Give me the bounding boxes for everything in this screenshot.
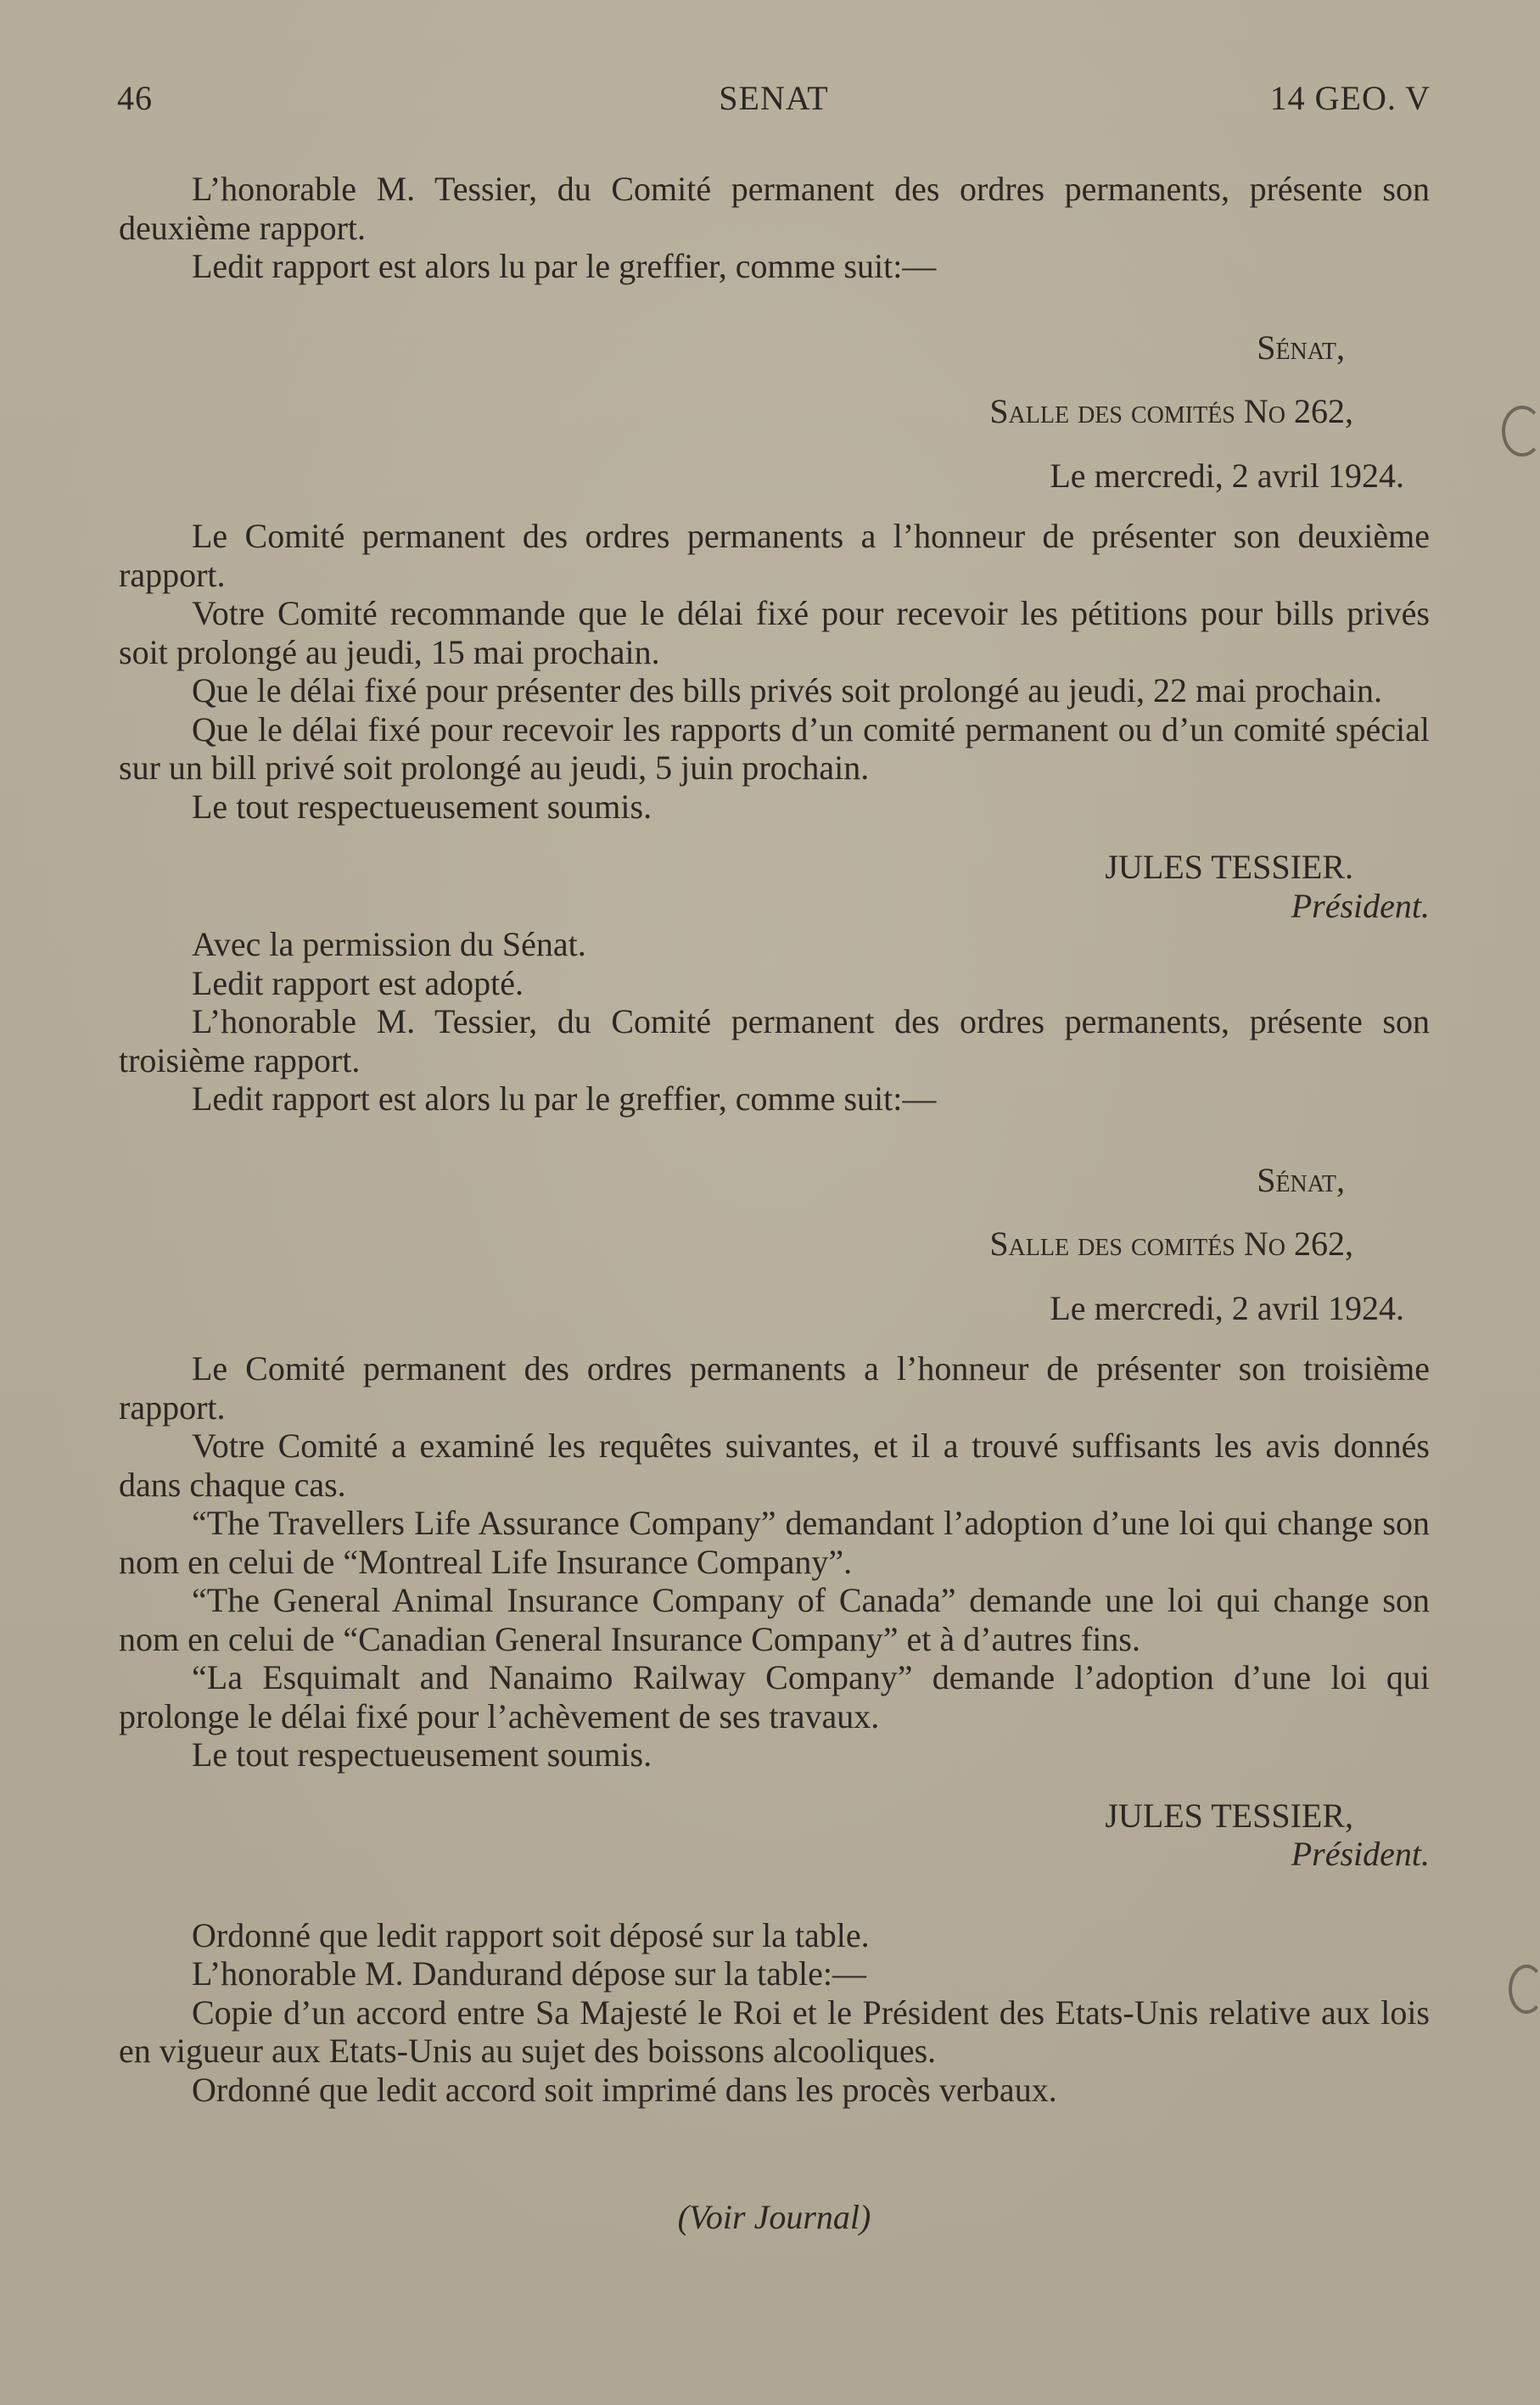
block3-p3: Copie d’un accord entre Sa Majesté le Roi et le Président des Etats-Unis relative aux lois en vigueur aux Etats-Unis au sujet des boissons alcooliques. [119,1993,1430,2070]
binding-hole-mark-bottom [1509,1965,1540,2014]
page-number: 46 [117,79,153,117]
block2-p2: Votre Comité a examiné les requêtes suivantes, et il a trouvé suffisants les avis donnés dans chaque cas. [119,1427,1430,1504]
block2-salle: Salle des comités No 262, [989,1225,1353,1263]
block1-p4: Que le délai fixé pour recevoir les rapports d’un comité permanent ou d’un comité spécial sur un bill privé soit prolongé au jeudi, 5 juin prochain. [119,709,1430,787]
block2-p5: “La Esquimalt and Nanaimo Railway Company” demande l’adoption d’une loi qui prolonge le délai fixé pour l’achèvement de ses travaux. [119,1658,1430,1735]
block1-date: Le mercredi, 2 avril 1924. [1050,456,1404,495]
running-header [117,78,1431,121]
block1-role: Président. [1291,886,1430,925]
header-title: SENAT [719,79,829,117]
block1-signature: JULES TESSIER. [1105,848,1353,886]
binding-hole-mark-top [1502,406,1540,457]
footer-note: (Voir Journal) [677,2198,871,2236]
block1-intro: L’honorable M. Tessier, du Comité permanent des ordres permanents, présente son deuxième rapport. [119,170,1430,247]
block2-p1: Le Comité permanent des ordres permanents a l’honneur de présenter son troisième rapport. [119,1349,1430,1427]
block2-p6: Le tout respectueusement soumis. [192,1735,652,1774]
block2-intro: L’honorable M. Tessier, du Comité permanent des ordres permanents, présente son troisième rapport. [119,1002,1430,1079]
block2-permission: Avec la permission du Sénat. [192,925,586,963]
block1-senat: Sénat, [1257,328,1345,367]
block1-p1: Le Comité permanent des ordres permanents a l’honneur de présenter son deuxième rapport. [119,517,1430,594]
block2-p3: “The Travellers Life Assurance Company” demandant l’adoption d’une loi qui change son nom en celui de “Montreal Life Insurance Company”. [119,1504,1430,1581]
block2-date: Le mercredi, 2 avril 1924. [1050,1288,1404,1327]
block3-p1: Ordonné que ledit rapport soit déposé sur la table. [192,1915,870,1954]
block1-p2: Votre Comité recommande que le délai fixé pour recevoir les pétitions pour bills privés soit prolongé au jeudi, 15 mai prochain. [119,594,1430,671]
block3-p4: Ordonné que ledit accord soit imprimé dans les procès verbaux. [192,2070,1057,2109]
block3-p2: L’honorable M. Dandurand dépose sur la table:— [192,1954,866,1993]
block2-signature: JULES TESSIER, [1105,1796,1353,1835]
block2-p4: “The General Animal Insurance Company of Canada” demande une loi qui change son nom en celui de “Canadian General Insurance Company” et à d’autres fins. [119,1581,1430,1658]
block1-salle: Salle des comités No 262, [989,392,1353,430]
block2-senat: Sénat, [1257,1160,1345,1199]
block1-p5: Le tout respectueusement soumis. [192,787,652,826]
page-body [119,170,1430,2237]
block1-p3: Que le délai fixé pour présenter des bills privés soit prolongé au jeudi, 22 mai prochain. [192,671,1382,709]
block2-adopted: Ledit rapport est adopté. [192,963,524,1002]
header-session: 14 GEO. V [1269,79,1431,117]
block2-read: Ledit rapport est alors lu par le greffier, comme suit:— [192,1079,937,1118]
block1-read: Ledit rapport est alors lu par le greffier, comme suit:— [192,247,937,285]
block2-role: Président. [1291,1835,1430,1873]
